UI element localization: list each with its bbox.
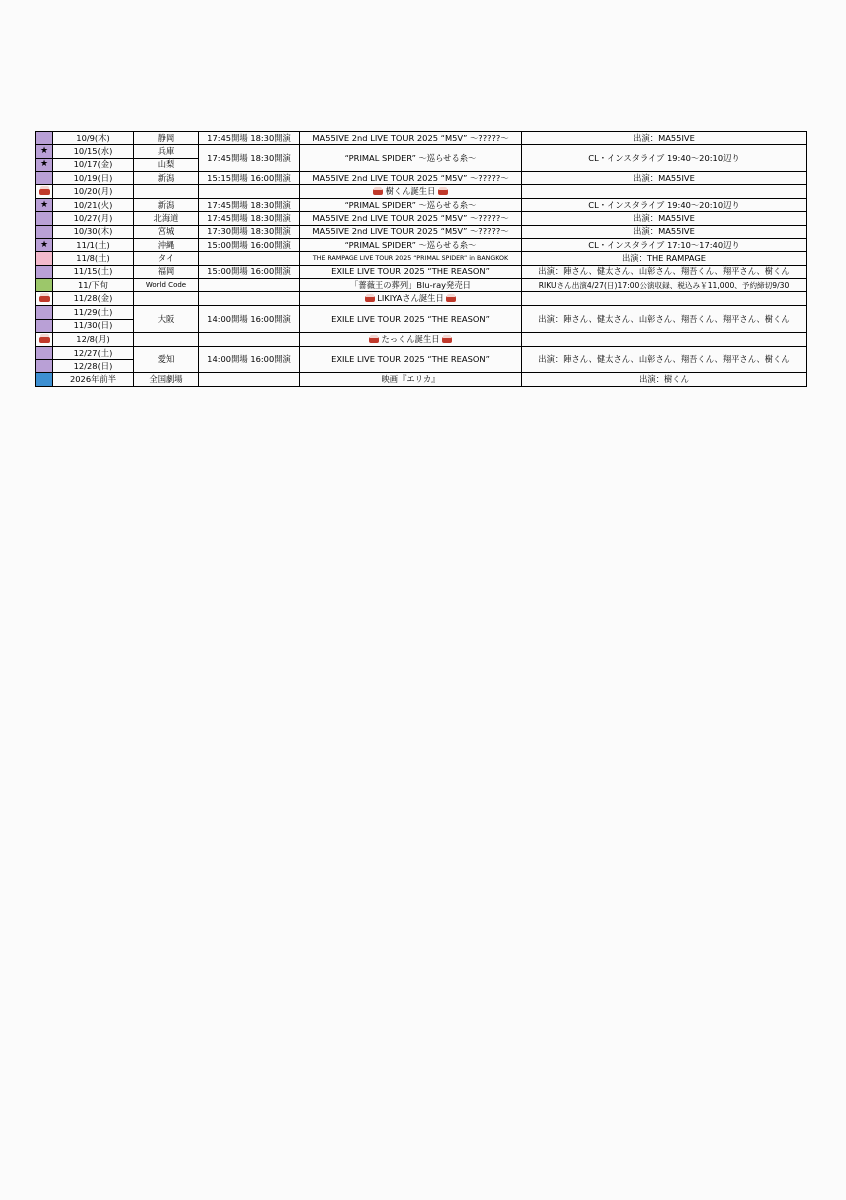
time-cell <box>199 373 300 386</box>
table-row <box>36 306 807 319</box>
event-cell: THE RAMPAGE LIVE TOUR 2025 “PRIMAL SPIDER” in BANGKOK <box>300 252 522 265</box>
table-row <box>36 252 807 265</box>
color-marker <box>36 252 53 265</box>
cake-icon <box>365 293 375 302</box>
table-row <box>36 373 807 386</box>
date-cell: 11/30(日) <box>53 319 134 332</box>
place-cell <box>134 332 199 346</box>
color-marker <box>36 373 53 386</box>
note-cell: 出演：陣さん、健太さん、山彰さん、翔吾くん、翔平さん、樹くん <box>522 306 807 333</box>
place-cell: 北海道 <box>134 212 199 225</box>
date-cell: 2026年前半 <box>53 373 134 386</box>
table-row <box>36 171 807 184</box>
place-cell: 宮城 <box>134 225 199 238</box>
color-marker <box>36 171 53 184</box>
note-cell: 出演：MA55IVE <box>522 132 807 145</box>
table-row <box>36 278 807 291</box>
date-cell: 10/17(金) <box>53 158 134 171</box>
date-cell: 10/19(日) <box>53 171 134 184</box>
place-cell: 大阪 <box>134 306 199 333</box>
table-row <box>36 145 807 158</box>
date-cell: 10/15(水) <box>53 145 134 158</box>
note-cell: 出演：THE RAMPAGE <box>522 252 807 265</box>
event-cell <box>300 185 522 199</box>
date-cell: 10/30(木) <box>53 225 134 238</box>
note-cell: 出演：陣さん、健太さん、山彰さん、翔吾くん、翔平さん、樹くん <box>522 265 807 278</box>
place-cell: 愛知 <box>134 346 199 373</box>
event-cell: EXILE LIVE TOUR 2025 “THE REASON” <box>300 306 522 333</box>
time-cell: 17:45開場 18:30開演 <box>199 132 300 145</box>
color-marker <box>36 225 53 238</box>
cake-icon <box>446 293 456 302</box>
event-cell: “PRIMAL SPIDER” ～巡らせる糸～ <box>300 199 522 212</box>
note-cell <box>522 185 807 199</box>
cake-icon <box>36 332 53 346</box>
birthday-label: たっくん誕生日 <box>381 333 440 344</box>
time-cell <box>199 185 300 199</box>
place-cell: 福岡 <box>134 265 199 278</box>
birthday-label: LIKIYAさん誕生日 <box>377 293 444 304</box>
place-cell: World Code <box>134 278 199 291</box>
table-row <box>36 185 807 199</box>
date-cell: 10/21(火) <box>53 199 134 212</box>
event-cell: EXILE LIVE TOUR 2025 “THE REASON” <box>300 346 522 373</box>
color-marker <box>36 278 53 291</box>
cake-icon <box>442 334 452 343</box>
cake-icon <box>373 186 383 195</box>
star-icon: ★ <box>36 145 53 158</box>
time-cell: 17:30開場 18:30開演 <box>199 225 300 238</box>
time-cell: 14:00開場 16:00開演 <box>199 306 300 333</box>
note-cell: CL・インスタライブ 17:10～17:40辺り <box>522 239 807 252</box>
color-marker <box>36 346 53 359</box>
place-cell: 山梨 <box>134 158 199 171</box>
note-cell: CL・インスタライブ 19:40～20:10辺り <box>522 145 807 172</box>
note-cell: RIKUさん出演4/27(日)17:00公演収録、税込み￥11,000、予約締切9/30 <box>522 278 807 291</box>
date-cell: 10/9(木) <box>53 132 134 145</box>
date-cell: 12/8(月) <box>53 332 134 346</box>
cake-icon <box>369 334 379 343</box>
time-cell <box>199 278 300 291</box>
note-cell: CL・インスタライブ 19:40～20:10辺り <box>522 199 807 212</box>
color-marker <box>36 306 53 319</box>
note-cell: 出演：MA55IVE <box>522 171 807 184</box>
event-cell <box>300 332 522 346</box>
color-marker <box>36 265 53 278</box>
time-cell: 17:45開場 18:30開演 <box>199 199 300 212</box>
table-row <box>36 346 807 359</box>
star-icon: ★ <box>36 158 53 171</box>
date-cell: 10/27(月) <box>53 212 134 225</box>
date-cell: 10/20(月) <box>53 185 134 199</box>
date-cell: 11/下旬 <box>53 278 134 291</box>
note-cell: 出演：MA55IVE <box>522 212 807 225</box>
event-cell: EXILE LIVE TOUR 2025 “THE REASON” <box>300 265 522 278</box>
event-cell: MA55IVE 2nd LIVE TOUR 2025 “M5V” ～?????～ <box>300 171 522 184</box>
table-row <box>36 212 807 225</box>
date-cell: 11/28(金) <box>53 292 134 306</box>
table-row <box>36 265 807 278</box>
place-cell <box>134 185 199 199</box>
color-marker <box>36 212 53 225</box>
star-icon: ★ <box>36 199 53 212</box>
note-cell <box>522 332 807 346</box>
event-cell: MA55IVE 2nd LIVE TOUR 2025 “M5V” ～?????～ <box>300 225 522 238</box>
schedule-table <box>35 131 807 387</box>
table-row <box>36 239 807 252</box>
star-icon: ★ <box>36 239 53 252</box>
date-cell: 11/8(土) <box>53 252 134 265</box>
time-cell: 17:45開場 18:30開演 <box>199 145 300 172</box>
time-cell <box>199 332 300 346</box>
table-row <box>36 199 807 212</box>
date-cell: 11/29(土) <box>53 306 134 319</box>
table-row <box>36 132 807 145</box>
time-cell: 14:00開場 16:00開演 <box>199 346 300 373</box>
date-cell: 12/28(日) <box>53 360 134 373</box>
note-cell <box>522 292 807 306</box>
table-row <box>36 292 807 306</box>
event-cell: “PRIMAL SPIDER” ～巡らせる糸～ <box>300 145 522 172</box>
place-cell <box>134 292 199 306</box>
date-cell: 11/1(土) <box>53 239 134 252</box>
cake-icon <box>438 186 448 195</box>
color-marker <box>36 132 53 145</box>
time-cell <box>199 292 300 306</box>
event-cell: MA55IVE 2nd LIVE TOUR 2025 “M5V” ～?????～ <box>300 212 522 225</box>
note-cell: 出演：陣さん、健太さん、山彰さん、翔吾くん、翔平さん、樹くん <box>522 346 807 373</box>
event-cell: MA55IVE 2nd LIVE TOUR 2025 “M5V” ～?????～ <box>300 132 522 145</box>
place-cell: 静岡 <box>134 132 199 145</box>
place-cell: 全国劇場 <box>134 373 199 386</box>
table-row <box>36 332 807 346</box>
birthday-label: 樹くん誕生日 <box>385 186 436 197</box>
date-cell: 12/27(土) <box>53 346 134 359</box>
place-cell: 沖縄 <box>134 239 199 252</box>
place-cell: 新潟 <box>134 199 199 212</box>
table-row <box>36 225 807 238</box>
cake-icon <box>36 292 53 306</box>
event-cell <box>300 292 522 306</box>
color-marker <box>36 360 53 373</box>
cake-icon <box>36 185 53 199</box>
date-cell: 11/15(土) <box>53 265 134 278</box>
note-cell: 出演：MA55IVE <box>522 225 807 238</box>
time-cell: 15:00開場 16:00開演 <box>199 239 300 252</box>
event-cell: “PRIMAL SPIDER” ～巡らせる糸～ <box>300 239 522 252</box>
time-cell: 17:45開場 18:30開演 <box>199 212 300 225</box>
time-cell <box>199 252 300 265</box>
time-cell: 15:00開場 16:00開演 <box>199 265 300 278</box>
event-cell: 「薔薇王の葬列」Blu-ray発売日 <box>300 278 522 291</box>
place-cell: 兵庫 <box>134 145 199 158</box>
color-marker <box>36 319 53 332</box>
note-cell: 出演：樹くん <box>522 373 807 386</box>
event-cell: 映画『エリカ』 <box>300 373 522 386</box>
time-cell: 15:15開場 16:00開演 <box>199 171 300 184</box>
place-cell: 新潟 <box>134 171 199 184</box>
place-cell: タイ <box>134 252 199 265</box>
